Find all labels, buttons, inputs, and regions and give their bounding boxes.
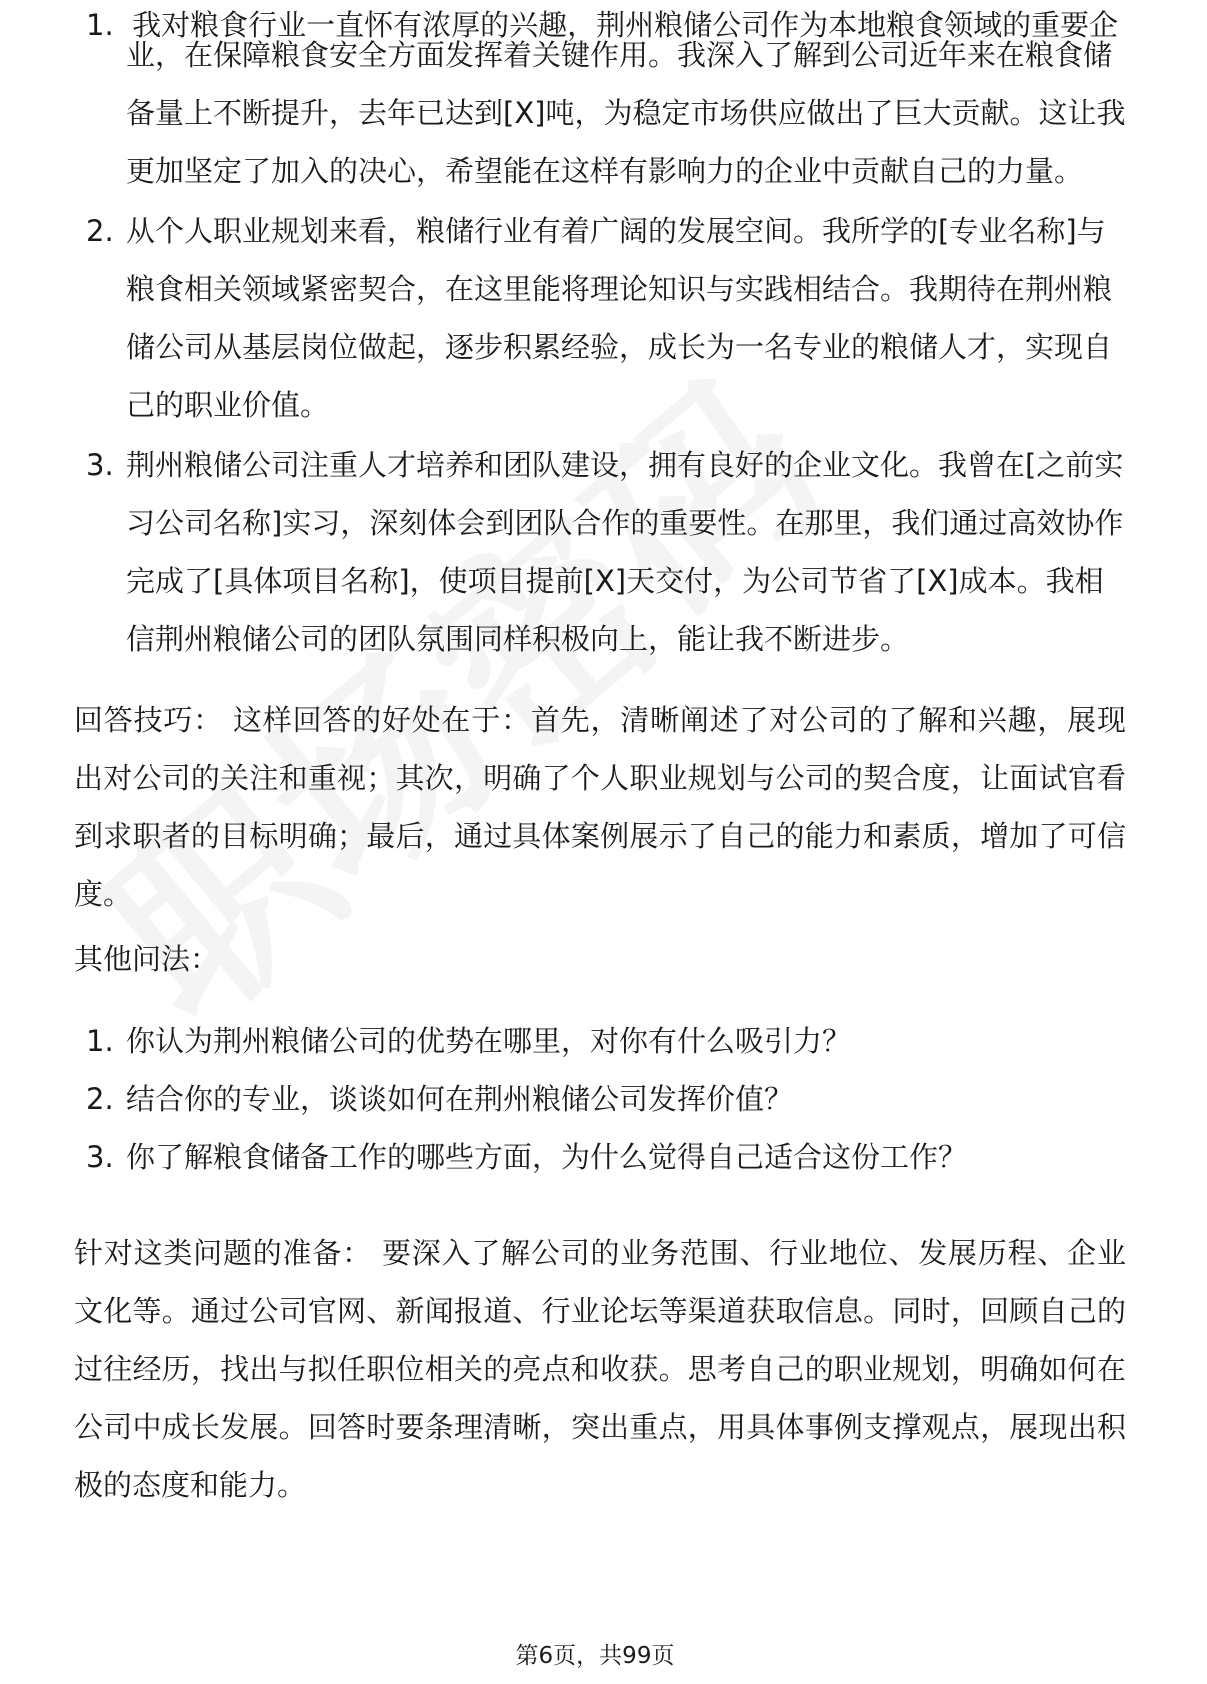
- list-number: 1.: [86, 1024, 114, 1058]
- page-number-footer: 第6页，共99页: [515, 1643, 675, 1669]
- preparation-text: 要深入了解公司的业务范围、行业地位、发展历程、企业文化等。通过公司官网、新闻报道、行业论坛等渠道获取信息。同时，回顾自己的过往经历，找出与拟任职位相关的亮点和收获。思考自己的职业规划，明确如何在公司中成长发展。回答时要条理清晰，突出重点，用具体事例支撑观点，展现出积极的态度和能力。: [74, 1236, 1126, 1502]
- other-questions-heading: 其他问法：: [74, 942, 220, 976]
- list-number: 3.: [86, 448, 114, 482]
- list-item: [86, 26, 1126, 200]
- list-item-text: 结合你的专业，谈谈如何在荆州粮储公司发挥价值？: [126, 1082, 794, 1116]
- list-item: [86, 436, 1126, 668]
- list-item: [86, 1128, 1126, 1186]
- answer-tips-paragraph: [74, 691, 1126, 923]
- tips-text: 这样回答的好处在于：首先，清晰阐述了对公司的了解和兴趣，展现出对公司的关注和重视；其次，明确了个人职业规划与公司的契合度，让面试官看到求职者的目标明确；最后，通过具体案例展示了自己的能力和素质，增加了可信度。: [74, 703, 1126, 911]
- cut-off-text: 我对粮食行业一直怀有浓厚的兴趣，荆州粮储公司作为本地粮食领域的重要企: [132, 8, 1119, 42]
- tips-label: 回答技巧：: [74, 703, 223, 737]
- list-number: 1.: [86, 8, 114, 42]
- list-item-text: 你了解粮食储备工作的哪些方面，为什么觉得自己适合这份工作？: [126, 1140, 968, 1174]
- list-item-text: 你认为荆州粮储公司的优势在哪里，对你有什么吸引力？: [126, 1024, 852, 1058]
- list-item-text: 荆州粮储公司注重人才培养和团队建设，拥有良好的企业文化。我曾在[之前实习公司名称]实习，深刻体会到团队合作的重要性。在那里，我们通过高效协作完成了[具体项目名称]，使项目提前[X]天交付，为公司节省了[X]成本。我相信荆州粮储公司的团队氛围同样积极向上，能让我不断进步。: [126, 448, 1124, 656]
- list-item-text: 业，在保障粮食安全方面发挥着关键作用。我深入了解到公司近年来在粮食储备量上不断提升，去年已达到[X]吨，为稳定市场供应做出了巨大贡献。这让我更加坚定了加入的决心，希望能在这样有影响力的企业中贡献自己的力量。: [126, 38, 1126, 188]
- preparation-paragraph: [74, 1224, 1126, 1514]
- list-item: [86, 1012, 1126, 1070]
- list-item: [86, 1070, 1126, 1128]
- preparation-label: 针对这类问题的准备：: [74, 1236, 372, 1270]
- list-item: [86, 202, 1126, 434]
- other-questions-list: [86, 1012, 1126, 1186]
- list-number: 2.: [86, 1082, 114, 1116]
- answer-list: [86, 26, 1126, 668]
- list-item-text: 从个人职业规划来看，粮储行业有着广阔的发展空间。我所学的[专业名称]与粮食相关领域紧密契合，在这里能将理论知识与实践相结合。我期待在荆州粮储公司从基层岗位做起，逐步积累经验，成长为一名专业的粮储人才，实现自己的职业价值。: [126, 214, 1113, 422]
- list-number: 2.: [86, 214, 114, 248]
- list-number: 3.: [86, 1140, 114, 1174]
